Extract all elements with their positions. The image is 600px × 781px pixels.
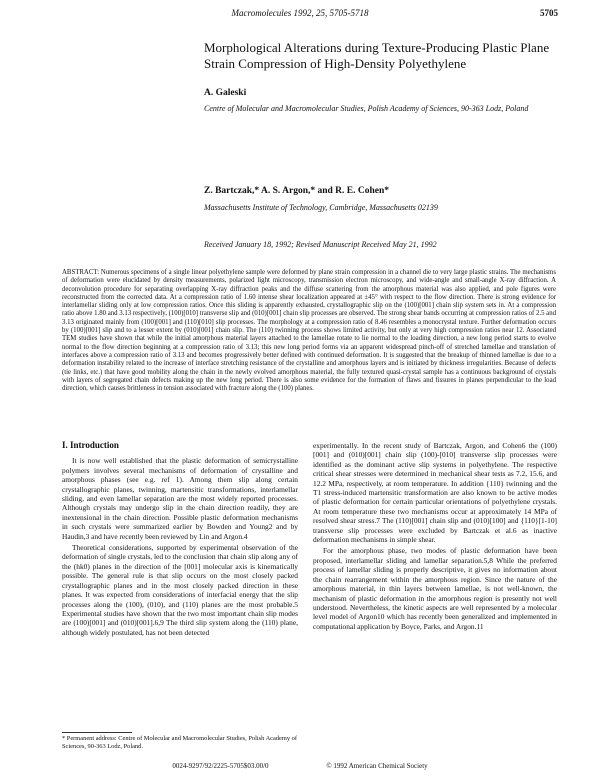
left-column <box>62 441 298 639</box>
footnote-divider <box>62 732 132 733</box>
right-column <box>313 441 557 633</box>
author-line-1: A. Galeski <box>204 88 247 98</box>
section-heading: I. Introduction <box>62 440 119 450</box>
journal-citation: Macromolecules 1992, 25, 5705-5718 <box>231 8 369 18</box>
footer-copyright: © 1992 American Chemical Society <box>326 762 428 770</box>
page-number: 5705 <box>540 8 558 18</box>
affiliation-1: Centre of Molecular and Macromolecular Studies, Polish Academy of Sciences, 90-363 Lodz, Poland <box>204 104 529 113</box>
footer-code: 0024-9297/92/2225-5705$03.00/0 <box>172 762 269 770</box>
footnote: * Permanent address: Centre of Molecular and Macromolecular Studies, Polish Academy of Sciences, 90-363 Lodz, Poland. <box>62 735 297 750</box>
intro-paragraph-3: experimentally. In the recent study of Bartczak, Argon, and Cohen6 the (100)[001] and (010)[001] chain slip (100)-[010] transverse slip processes were identified as the dominant active slip systems in polyethylene. The respective critical shear stresses were determined in mechanical shear tests as 7.2, 15.6, and 12.2 MPa, respectively, at room temperature. In addition {110} twinning and the T1 stress-induced martensitic transformation are also known to be active modes of plastic deformation for certain particular orientations of polyethylene crystals. At room temperature these two mechanisms occur at approximately 14 MPa of resolved shear stress.7 The (110)[001] chain slip and (010)[100] and {110}[1-10] transverse slip processes were excluded by Bartczak et al.6 as inactive deformation mechanisms in simple shear. <box>313 441 557 545</box>
affiliation-2: Massachusetts Institute of Technology, Cambridge, Massachusetts 02139 <box>204 203 438 212</box>
paper-title: Morphological Alterations during Texture-Producing Plastic Plane Strain Compression of High-Density Polyethylene <box>204 40 550 71</box>
author-line-2: Z. Bartczak,* A. S. Argon,* and R. E. Cohen* <box>204 186 390 196</box>
intro-paragraph-1: It is now well established that the plastic deformation of semicrystalline polymers involves several mechanisms of deformation of crystalline and amorphous phases (see e.g. ref 1). Among them slip along certain crystallographic planes, twinning, martensitic transformations, interlamellar sliding, and even lamellar separation are the most widely reported processes. Although crystals may undergo slip in the chain direction readily, they are inextensional in the chain direction. Possible plastic deformation mechanisms in such crystals were summarized earlier by Bowden and Young2 and by Haudin,3 and have recently been reviewed by Lin and Argon.4 <box>62 456 298 541</box>
intro-paragraph-2: Theoretical considerations, supported by experimental observation of the deformation of single crystals, led to the conclusion that chain slip along any of the (hk0) planes in the direction of the [001] molecular axis is kinematically possible. The general rule is that slip occurs on the most closely packed crystallographic planes and in the most closely packed direction in these planes. It was expected from considerations of interfacial energy that the slip processes along the (100), (010), and (110) planes are the most probable.5 Experimental studies have shown that the two most important chain slip modes are (100)[001] and (010)[001].6,9 The third slip system along the (110) plane, although widely postulated, has not been detected <box>62 543 298 637</box>
abstract: ABSTRACT: Numerous specimens of a single linear polyethylene sample were deformed by plane strain compression in a channel die to very large plastic strains. The mechanisms of deformation were elucidated by density measurements, polarized light microscopy, transmission electron microscopy, and wide-angle and small-angle X-ray diffraction. A deconvolution procedure for separating overlapping X-ray diffraction peaks and the diffuse scattering from the amorphous material was also applied, and pole figures were reconstructed from the corrected data. At a compression ratio of 1.60 intense shear localization appeared at ±45° with respect to the flow direction. There is strong evidence for interlamellar sliding only at low compression ratios. Once this sliding is apparently exhausted, crystallographic slip on the (100)[001] chain slip system sets in. At a compression ratio above 1.80 and 3.13 respectively, (100)[010] transverse slip and (010)[001] chain slip processes are observed. The strong shear bands occurring at compression ratios of 2.5 and 3.13 originated mainly from (100)[001] and (110)[010] slip processes. The morphology at a compression ratio of 8.46 resembles a monocrystal texture. Further deformation occurs by (100)[001] slip and to a lesser extent by (010)[001] chain slip. The (110) twinning process shows limited activity, but only at very high compression ratios near 12. Associated TEM studies have shown that while the initial amorphous material layers attached to the lamellae rotate to lie normal to the loading direction, a new long period starts to evolve normal to the flow direction beginning at a compression ratio of 3.13; this new long period forms via an apparent widespread pinch-off of stretched lamellae and translation of interfaces above a compression ratio of 3.13 and becomes progressively better defined with continued deformation. It is suggested that the breakup of thinned lamellae is due to a deformation instability related to the increase of interface stretching resistance of the crystalline and amorphous layers and is initiated by thickness irregularities. Because of defects (tie links, etc.) that have good mobility along the chain in the newly evolved amorphous material, the fully textured quasi-crystal sample has a continuous background of crystals with layers of segregated chain defects making up the new long period. There is also some evidence for the formation of flaws and fissures in planes perpendicular to the load direction, which causes brittleness in tension associated with fracture along the (100) planes. <box>62 269 556 393</box>
page-footer <box>0 762 600 770</box>
received-dates: Received January 18, 1992; Revised Manuscript Received May 21, 1992 <box>204 240 437 249</box>
intro-paragraph-4: For the amorphous phase, two modes of plastic deformation have been proposed, interlamellar sliding and lamellar separation.5,8 While the preferred process of lamellar sliding is properly descriptive, it gives no information about the chain rearrangement within the amorphous region. Since the nature of the amorphous material, in thin layers between lamellae, is not well-known, the mechanism of plastic deformation in the amorphous region is presently not well understood. Nevertheless, the kinetic aspects are well represented by a molecular level model of Argon10 which has recently been generalized and implemented in computational application by Boyce, Parks, and Argon.11 <box>313 546 557 631</box>
